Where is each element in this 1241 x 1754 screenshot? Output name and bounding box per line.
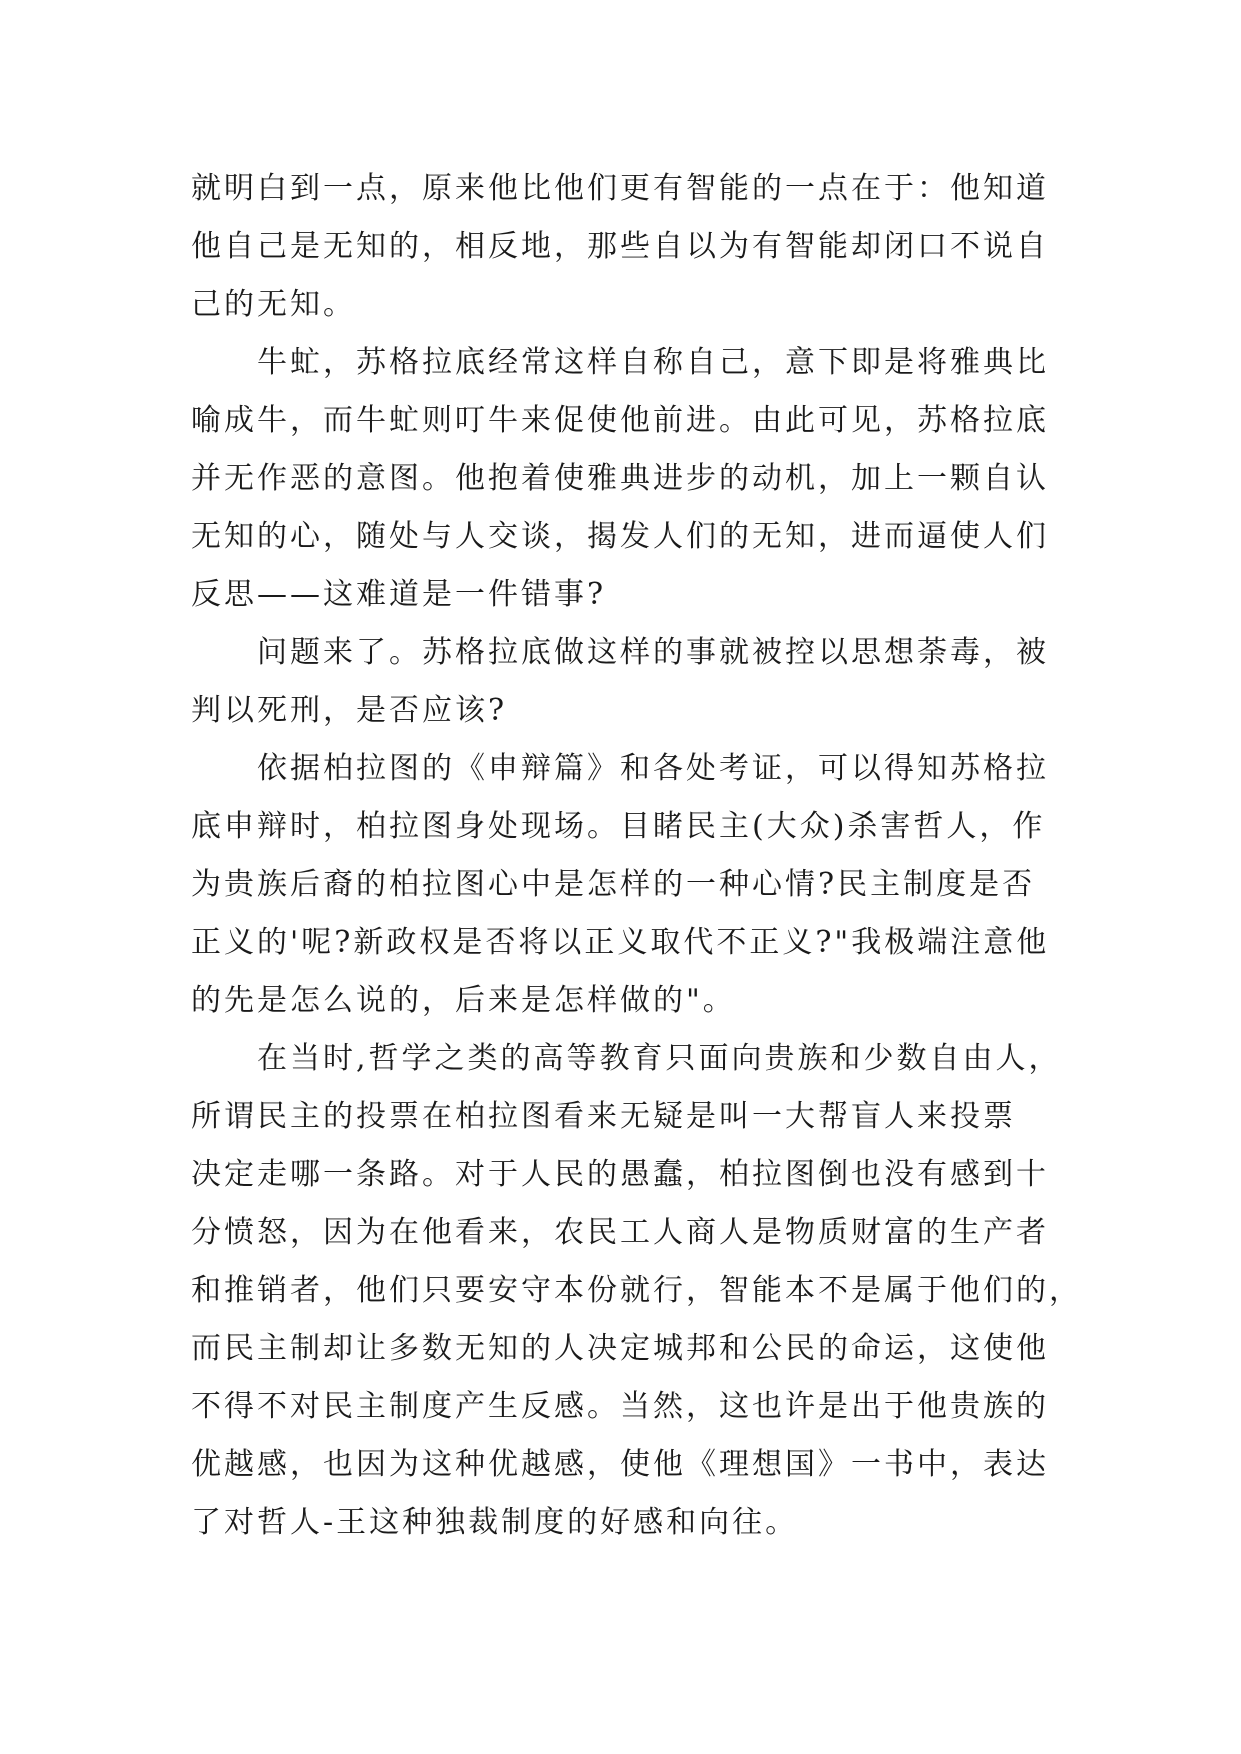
text-line: 他自己是无知的，相反地，那些自以为有智能却闭口不说自 — [191, 229, 1049, 264]
paragraph-first-line: 依据柏拉图的《申辩篇》和各处考证，可以得知苏格拉 — [257, 751, 1049, 786]
text-line: 的先是怎么说的，后来是怎样做的"。 — [191, 983, 736, 1018]
paragraph-first-line: 牛虻，苏格拉底经常这样自称自己，意下即是将雅典比 — [257, 345, 1049, 380]
text-line: 分愤怒，因为在他看来，农民工人商人是物质财富的生产者 — [191, 1215, 1049, 1250]
text-line: 喻成牛，而牛虻则叮牛来促使他前进。由此可见，苏格拉底 — [191, 403, 1049, 438]
text-line: 和推销者，他们只要安守本份就行，智能本不是属于他们的， — [191, 1273, 1082, 1308]
text-line: 不得不对民主制度产生反感。当然，这也许是出于他贵族的 — [191, 1389, 1049, 1424]
text-line: 正义的'呢?新政权是否将以正义取代不正义?"我极端注意他 — [191, 925, 1050, 960]
text-line: 决定走哪一条路。对于人民的愚蠢，柏拉图倒也没有感到十 — [191, 1157, 1049, 1192]
text-line: 而民主制却让多数无知的人决定城邦和公民的命运，这使他 — [191, 1331, 1049, 1366]
text-line: 反思——这难道是一件错事? — [191, 577, 607, 612]
text-line: 为贵族后裔的柏拉图心中是怎样的一种心情?民主制度是否 — [191, 867, 1036, 902]
text-line: 就明白到一点，原来他比他们更有智能的一点在于：他知道 — [191, 171, 1049, 206]
text-line: 底申辩时，柏拉图身处现场。目睹民主(大众)杀害哲人，作 — [191, 809, 1046, 844]
text-line: 优越感，也因为这种优越感，使他《理想国》一书中，表达 — [191, 1447, 1049, 1482]
text-line: 了对哲人-王这种独裁制度的好感和向往。 — [191, 1505, 799, 1540]
document-body — [191, 160, 1082, 1552]
paragraph-first-line: 问题来了。苏格拉底做这样的事就被控以思想荼毒，被 — [257, 635, 1049, 670]
text-line: 无知的心，随处与人交谈，揭发人们的无知，进而逼使人们 — [191, 519, 1049, 554]
text-line: 并无作恶的意图。他抱着使雅典进步的动机，加上一颗自认 — [191, 461, 1049, 496]
text-line: 所谓民主的投票在柏拉图看来无疑是叫一大帮盲人来投票 — [191, 1099, 1016, 1134]
paragraph-first-line: 在当时,哲学之类的高等教育只面向贵族和少数自由人， — [257, 1041, 1062, 1076]
text-line: 判以死刑，是否应该? — [191, 693, 508, 728]
text-line: 己的无知。 — [191, 287, 356, 322]
